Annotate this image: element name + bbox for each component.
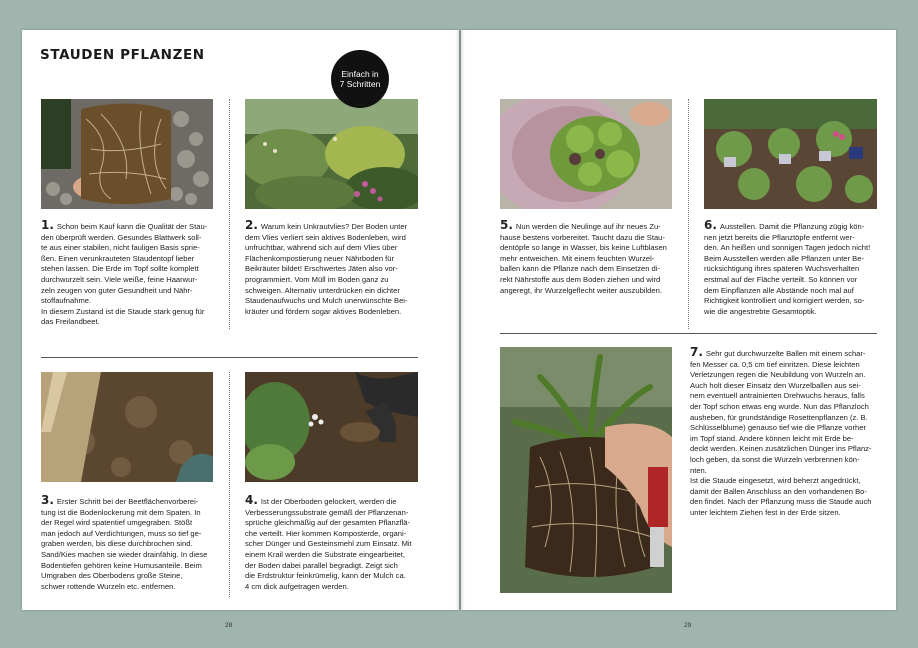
page-number-right: 29 (684, 622, 692, 629)
step-7-number: 7. (690, 345, 703, 359)
step-5-text: Nun werden die Neulinge auf ihr neues Zu- hause bestens vorbereitet. Taucht dazu die Stau- dentöpfe so lange in Wasser, bis keine Luftblasen mehr entweichen. Mit einem feuchten Wurzel- ballen kann die Pflanze nach dem Einsetzen di- rekt Nährstoffe aus dem Boden ziehen und wird angeregt, ihr Wurzelgeflecht weiter auszubilden. (500, 222, 667, 295)
step-1 (41, 220, 219, 328)
photo-step-2-garden-bed (245, 99, 418, 209)
photo-step-1-rootball (41, 99, 213, 209)
step-6-number: 6. (704, 218, 717, 232)
column-divider (688, 99, 689, 329)
photo-step-5-watering (500, 99, 672, 209)
step-7 (690, 347, 885, 519)
photo-step-3-spade (41, 372, 213, 482)
step-1-number: 1. (41, 218, 54, 232)
page-title: STAUDEN PFLANZEN (40, 47, 205, 63)
step-6 (704, 220, 886, 317)
badge-line-1: Einfach in (341, 69, 379, 79)
badge-line-2: 7 Schritten (339, 79, 381, 89)
step-2-number: 2. (245, 218, 258, 232)
steps-badge (331, 50, 389, 108)
step-4-text: Ist der Oberboden gelockert, werden die Verbesserungssubstrate gemäß der Pflanzenan- sprüche gleichmäßig auf der gesamten Pflanzflä- che verteilt. Hier kommen Komposterde, organi- scher Dünger und Gesteinsmehl zum Einsatz. Mit einem Krail werden die Substrate eingearbeitet, der Boden dabei parallel begradigt. Zeigt sich die Erdstruktur feinkrümelig, kann der Mulch ca. 4 cm dick aufgetragen werden. (245, 497, 412, 591)
step-4 (245, 495, 427, 592)
step-7-text: Sehr gut durchwurzelte Ballen mit einem schar- fen Messer ca. 0,5 cm tief einritzen. Diese leichten Verletzungen regen die Neubildung von Wurzeln an. Auch holt dieser Einsatz den Wurzelballen aus sei- nem eventuell antrainierten Drehwuchs heraus, falls der Topf schon etwas eng wurde. Nun das Pflanzloch ausheben, für grundständige Rosettenpflanzen (z. B. Schlüsselblume) genauso tief wie die Pflanze vorher im Topf stand. Andere können leicht mit Erde be- deckt werden. Keinen zusätzlichen Dünger ins Pflanz- loch geben, da sonst die Wurzeln verbrennen kön- nten. Ist die Staude eingesetzt, wird beherzt angedrückt, damit der Ballen Anschluss an den vorhandenen Bo- den findet. Nach der Pflanzung muss die Staude auch unter leichtem Ziehen fest in der Erde sitzen. (690, 349, 872, 517)
step-6-text: Ausstellen. Damit die Pflanzung zügig kön- nen jetzt bereits die Pflanztöpfe entfernt wer- den. An heißen und sonnigen Tagen jedoch nicht! Beim Ausstellen werden alle Pflanzen unter Be- rücksichtigung ihres späteren Wuchsverhalten erstmal auf der Fläche verteilt. So können vor dem Einpflanzen alle Abstände noch mal auf Richtigkeit kontrolliert und korrigiert werden, so- wie die angestrebte Gesamtoptik. (704, 222, 871, 316)
step-4-number: 4. (245, 493, 258, 507)
section-divider (41, 357, 418, 358)
section-divider (500, 333, 877, 334)
step-1-text: Schon beim Kauf kann die Qualität der Stau- den überprüft werden. Gesundes Blattwerk soll- te aus einer stabilen, nicht fauligen Basis sprie- ßen. Einen verunkrauteten Staudentopf lieber stehen lassen. Die Erde im Topf sollte komplett durchwurzelt sein. Viele weiße, feine Haarwur- zeln zeugen von guter Gesundheit und Nähr- stoffaufnahme. In diesem Zustand ist die Staude stark genug für das Freilandbeet. (41, 222, 208, 327)
step-5 (500, 220, 680, 296)
step-3-number: 3. (41, 493, 54, 507)
book-spine (455, 30, 465, 610)
column-divider (229, 99, 230, 329)
step-3 (41, 495, 221, 592)
step-2 (245, 220, 425, 317)
page-number-left: 28 (225, 622, 233, 629)
photo-step-7-rootball-knife (500, 347, 672, 593)
column-divider (229, 372, 230, 597)
photo-step-4-gloved-hands (245, 372, 418, 482)
step-3-text: Erster Schritt bei der Beetflächenvorberei- tung ist die Bodenlockerung mit dem Spaten. In der Regel wird spatentief umgegraben. Stößt man jedoch auf Verdichtungen, muss so tief ge- graben werden, bis diese durchbrochen sind. Sand/Kies machen sie wieder drainfähig. In diese Bodentiefen gehören keine Humusanteile. Beim Umgraben des Oberbodens große Steine, schwer rottende Wurzeln etc. entfernen. (41, 497, 208, 591)
photo-step-6-arranged-pots (704, 99, 877, 209)
step-2-text: Warum kein Unkrautvlies? Der Boden unter dem Vlies verliert sein aktives Bodenleben, wird unfruchtbar, während sich auf dem Vlies über Flächenkompostierung neuer Nährboden für Beikräuter bildet! Erschwertes Jäten also vor- programmiert. Vom Müll im Boden ganz zu schweigen. Alternativ unterdrücken ein dichter Staudenaufwuchs und Mulch unerwünschte Bei- kräuter und fördern sogar aktives Bodenleben. (245, 222, 408, 316)
step-5-number: 5. (500, 218, 513, 232)
